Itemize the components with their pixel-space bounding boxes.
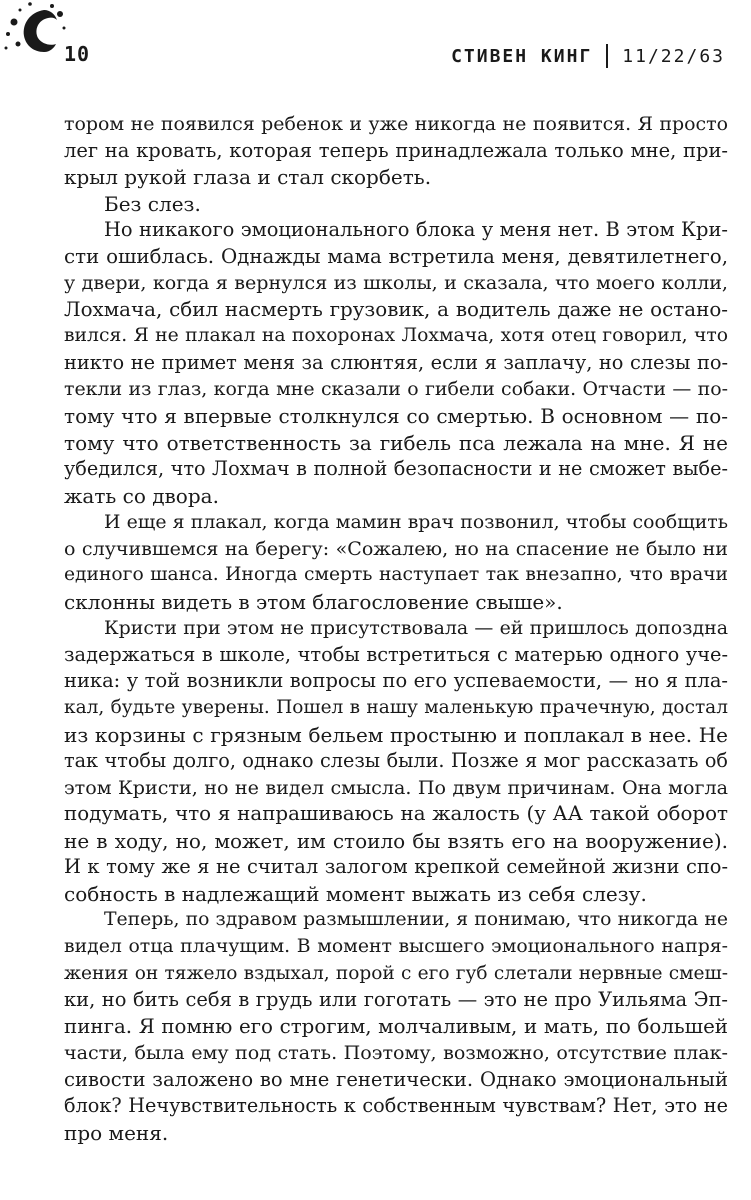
text-line: части, была ему под стать. Поэтому, возможно, отсутствие плак-	[64, 1041, 728, 1065]
text-line: Лохмача, сбил насмерть грузовик, а водитель даже не остано-	[64, 297, 728, 321]
text-line: текли из глаз, когда мне сказали о гибели собаки. Отчасти — по-	[64, 378, 728, 401]
text-line: убедился, что Лохмач в полной безопасности и не сможет выбе-	[64, 457, 728, 481]
text-line: сти ошиблась. Однажды мама встретила меня, девятилетнего,	[64, 244, 728, 268]
ink-splatter-icon	[0, 0, 70, 60]
text-line: кал, будьте уверены. Пошел в нашу маленькую прачечную, достал	[64, 697, 728, 719]
text-line: ки, но бить себя в грудь или гоготать — это не про Уильяма Эп-	[64, 988, 728, 1012]
text-line: этом Кристи, но не видел смысла. По двум причинам. Она могла	[64, 775, 728, 799]
body-text	[64, 111, 728, 1146]
text-line: про меня.	[64, 1120, 169, 1145]
text-line: сивости заложено во мне генетически. Однако эмоциональный	[64, 1067, 728, 1091]
author-name: СТИВЕН КИНГ	[451, 45, 593, 67]
text-line: ника: у той возникли вопросы по его успеваемости, — но я пла-	[64, 669, 728, 693]
text-line: единого шанса. Иногда смерть наступает так внезапно, что врачи	[64, 564, 728, 586]
text-line: лег на кровать, которая теперь принадлежала только мне, при-	[64, 138, 728, 162]
text-line: Но никакого эмоционального блока у меня нет. В этом Кри-	[104, 218, 728, 242]
book-title: 11/22/63	[622, 45, 725, 67]
text-line: о случившемся на берегу: «Сожалею, но на спасение не было ни	[64, 537, 728, 560]
text-line: тому что я впервые столкнулся со смертью. В основном — по-	[64, 404, 728, 429]
text-line: подумать, что я напрашиваюсь на жалость (у АА такой оборот	[64, 802, 728, 826]
text-line: Без слез.	[104, 191, 201, 216]
text-line: И еще я плакал, когда мамин врач позвонил, чтобы сообщить	[104, 511, 728, 534]
text-line: тором не появился ребенок и уже никогда не появится. Я просто	[64, 113, 728, 135]
text-line: крыл рукой глаза и стал скорбеть.	[64, 165, 432, 190]
text-line: жения он тяжело вздыхал, порой с его губ слетали нервные смеш-	[64, 962, 728, 984]
text-line: не в ходу, но, может, им стоило бы взять его на вооружение).	[64, 828, 728, 853]
text-line: Теперь, по здравом размышлении, я понимаю, что никогда не	[104, 909, 728, 931]
text-line: собность в надлежащий момент выжать из себя слезу.	[64, 881, 647, 906]
text-line: И к тому же я не считал залогом крепкой семейной жизни спо-	[64, 855, 728, 879]
text-line: блок? Нечувствительность к собственным чувствам? Нет, это не	[64, 1094, 728, 1118]
text-line: видел отца плачущим. В момент высшего эмоционального напря-	[64, 935, 728, 957]
text-line: из корзины с грязным бельем простыню и поплакал в нее. Не	[64, 722, 728, 747]
header-divider	[606, 44, 608, 68]
text-line: склонны видеть в этом благословение свыше».	[64, 589, 563, 614]
page-number: 10	[64, 42, 91, 66]
text-line: тому что ответственность за гибель пса лежала на мне. Я не	[64, 430, 728, 455]
text-line: пинга. Я помню его строгим, молчаливым, и мать, по большей	[64, 1014, 728, 1038]
text-line: так чтобы долго, однако слезы были. Позже я мог рассказать об	[64, 749, 728, 773]
text-line: задержаться в школе, чтобы встретиться с матерью одного уче-	[64, 642, 728, 666]
running-head	[451, 44, 725, 68]
text-line: жать со двора.	[64, 483, 219, 508]
text-line: никто не примет меня за слюнтяя, если я заплачу, но слезы по-	[64, 350, 728, 374]
text-line: у двери, когда я вернулся из школы, и сказала, что моего колли,	[64, 271, 728, 295]
text-line: Кристи при этом не присутствовала — ей пришлось допоздна	[104, 617, 728, 640]
text-line: вился. Я не плакал на похоронах Лохмача, хотя отец говорил, что	[64, 325, 728, 347]
